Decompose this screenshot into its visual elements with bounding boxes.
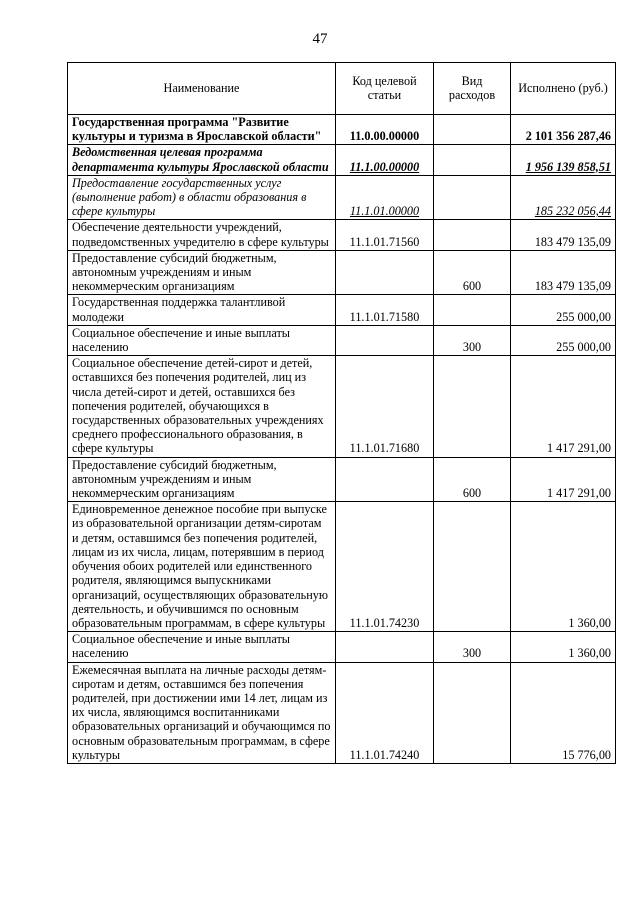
row-type	[434, 145, 511, 175]
row-code: 11.1.00.00000	[349, 159, 420, 174]
row-name: Ведомственная целевая программа департамента культуры Ярославской области	[68, 145, 336, 175]
row-code: 11.0.00.00000	[349, 129, 420, 144]
row-executed: 255 000,00	[556, 309, 611, 324]
row-name: Ежемесячная выплата на личные расходы детям-сиротам и детям, оставшимся без попечения родителей, при достижении ими 14 лет, лицам из их числа, являющимся воспитанниками образовательных организаций и обучающимся по основным образовательным программам, в сфере культуры	[68, 662, 336, 763]
row-executed: 1 417 291,00	[547, 441, 611, 456]
row-name: Предоставление субсидий бюджетным, автономным учреждениям и иным некоммерческим организациям	[68, 250, 336, 295]
table-row	[68, 295, 616, 325]
row-executed: 255 000,00	[556, 340, 611, 355]
row-executed: 1 417 291,00	[547, 486, 611, 501]
row-executed: 15 776,00	[562, 747, 611, 762]
row-executed: 185 232 056,44	[534, 204, 611, 219]
row-type: 600	[434, 250, 511, 295]
row-executed: 1 956 139 858,51	[525, 159, 611, 174]
table-row	[68, 325, 616, 355]
row-type	[434, 356, 511, 457]
row-executed: 1 360,00	[568, 615, 611, 630]
table-row	[68, 250, 616, 295]
row-code: 11.1.01.74230	[349, 615, 420, 630]
row-name: Обеспечение деятельности учреждений, подведомственных учредителю в сфере культуры	[68, 220, 336, 250]
row-executed: 2 101 356 287,46	[525, 129, 611, 144]
header-executed: Исполнено (руб.)	[511, 63, 616, 115]
row-type	[434, 502, 511, 632]
header-code: Код целевой статьи	[336, 63, 434, 115]
table-row	[68, 220, 616, 250]
row-executed: 1 360,00	[568, 646, 611, 661]
table-row	[68, 502, 616, 632]
budget-table	[67, 62, 616, 764]
row-type: 300	[434, 325, 511, 355]
row-executed: 183 479 135,09	[534, 234, 611, 249]
row-type	[434, 662, 511, 763]
table-row	[68, 175, 616, 220]
table-row	[68, 115, 616, 145]
row-type: 600	[434, 457, 511, 502]
row-type	[434, 220, 511, 250]
row-type	[434, 175, 511, 220]
row-type	[434, 295, 511, 325]
table-row	[68, 662, 616, 763]
row-type	[434, 115, 511, 145]
table-row	[68, 632, 616, 662]
row-name: Социальное обеспечение и иные выплаты населению	[68, 632, 336, 662]
row-code: 11.1.01.74240	[349, 747, 420, 762]
row-code: 11.1.01.00000	[349, 204, 420, 219]
row-name: Государственная поддержка талантливой молодежи	[68, 295, 336, 325]
page-number: 47	[312, 31, 328, 47]
row-code: 11.1.01.71680	[349, 441, 420, 456]
row-type: 300	[434, 632, 511, 662]
table-row	[68, 145, 616, 175]
row-name: Единовременное денежное пособие при выпуске из образовательной организации детям-сиротам и детям, оставшимся без попечения родителей, лицам из их числа, лицам, потерявшим в период обучения обоих родителей или единственного родителя, являющимся выпускниками организаций, осуществляющих образовательную деятельность, и обучившимся по основным образовательным программам, в сфере культуры	[68, 502, 336, 632]
row-name: Предоставление субсидий бюджетным, автономным учреждениям и иным некоммерческим организациям	[68, 457, 336, 502]
row-code: 11.1.01.71560	[349, 234, 420, 249]
row-name: Социальное обеспечение и иные выплаты населению	[68, 325, 336, 355]
row-executed: 183 479 135,09	[534, 279, 611, 294]
table-header-row	[68, 63, 616, 115]
table-row	[68, 457, 616, 502]
row-name: Государственная программа "Развитие культуры и туризма в Ярославской области"	[68, 115, 336, 145]
row-code: 11.1.01.71580	[349, 309, 420, 324]
table-row	[68, 356, 616, 457]
row-name: Предоставление государственных услуг (выполнение работ) в области образования в сфере культуры	[68, 175, 336, 220]
header-name: Наименование	[68, 63, 336, 115]
header-type: Вид расходов	[434, 63, 511, 115]
row-name: Социальное обеспечение детей-сирот и детей, оставшихся без попечения родителей, лиц из числа детей-сирот и детей, оставшихся без попечения родителей, обучающихся в государственных образовательных учреждениях среднего профессионального образования, в сфере культуры	[68, 356, 336, 457]
